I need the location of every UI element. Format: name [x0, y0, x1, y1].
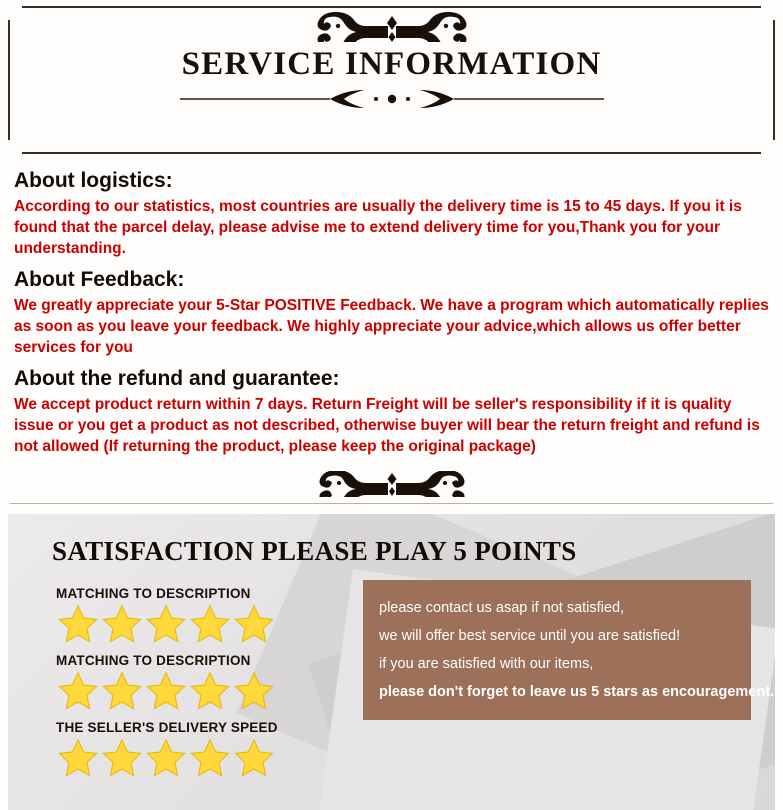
star-rating-2 [56, 670, 336, 710]
star-icon [56, 603, 100, 643]
header-content [10, 8, 773, 152]
rating-label-1: MATCHING TO DESCRIPTION [56, 586, 251, 601]
section-body-logistics: According to our statistics, most countries are usually the delivery time is 15 to 45 days. If you it is found that the parcel delay, please advise me to extend delivery time for you,Thank you for your understanding. [14, 198, 742, 257]
note-line-3: if you are satisfied with our items, [379, 656, 594, 672]
star-icon [232, 603, 276, 643]
header-frame [8, 6, 775, 154]
star-icon [56, 670, 100, 710]
note-line-2: we will offer best service until you are satisfied! [379, 628, 681, 644]
page-title: SERVICE INFORMATION [181, 46, 602, 82]
flourish-ornament-icon [242, 12, 542, 42]
star-rating-1 [56, 603, 336, 643]
star-icon [144, 670, 188, 710]
star-icon [144, 737, 188, 777]
section-heading-feedback: About Feedback: [14, 268, 185, 291]
rating-label-3: THE SELLER'S DELIVERY SPEED [56, 720, 278, 735]
divider-flourish-icon [242, 471, 542, 497]
service-text-body [14, 168, 769, 457]
star-icon [144, 603, 188, 643]
contact-note-box [363, 580, 775, 720]
service-information-page [0, 6, 783, 798]
section-body-feedback: We greatly appreciate your 5-Star POSITIVE Feedback. We have a program which automatically replies as soon as you leave your feedback. We highly appreciate your advice,which allows us offer better services for you [14, 297, 769, 356]
star-icon [232, 737, 276, 777]
flourish-ornament-bottom-icon [172, 86, 612, 112]
star-icon [188, 603, 232, 643]
note-line-1: please contact us asap if not satisfied, [379, 600, 625, 616]
star-rating-3 [56, 737, 336, 777]
divider-line [10, 503, 773, 504]
star-icon [100, 737, 144, 777]
star-icon [188, 670, 232, 710]
rating-list [56, 586, 336, 787]
section-body-refund: We accept product return within 7 days. Return Freight will be seller's responsibility if it is quality issue or you get a product as not described, otherwise buyer will bear the return freight and refund is not allowed (If returning the product, please keep the original package) [14, 396, 760, 455]
note-line-4: please don't forget to leave us 5 stars as encouragement. [379, 684, 775, 700]
star-icon [188, 737, 232, 777]
section-heading-logistics: About logistics: [14, 169, 173, 192]
satisfaction-title: SATISFACTION PLEASE PLAY 5 POINTS [52, 536, 577, 566]
star-icon [100, 670, 144, 710]
section-heading-refund: About the refund and guarantee: [14, 367, 340, 390]
rating-label-2: MATCHING TO DESCRIPTION [56, 653, 251, 668]
star-icon [56, 737, 100, 777]
star-icon [232, 670, 276, 710]
star-icon [100, 603, 144, 643]
